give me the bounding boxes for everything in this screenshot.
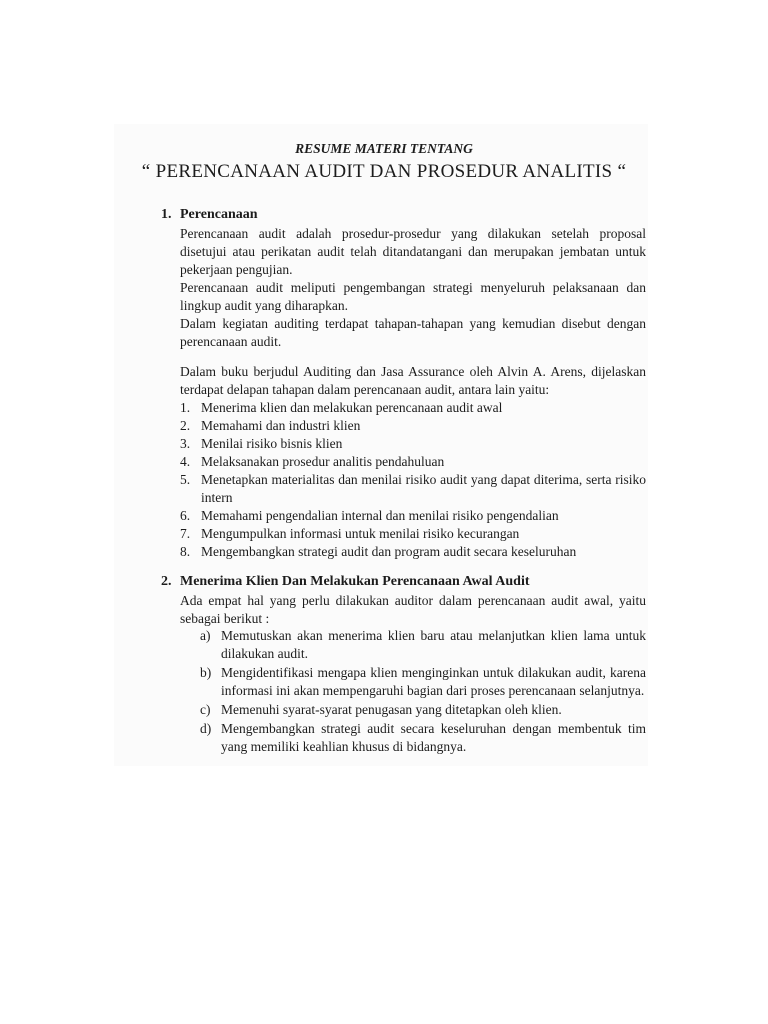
list-item: d) Mengembangkan strategi audit secara keseluruhan dengan membentuk tim yang memiliki keahlian khusus di bidangnya. [200,721,646,754]
list-item: 5. Menetapkan materialitas dan menilai risiko audit yang dapat diterima, serta risiko intern [180,472,646,505]
list-item: 6. Memahami pengendalian internal dan menilai risiko pengendalian [180,508,559,523]
list-item: 1. Menerima klien dan melakukan perencanaan audit awal [180,400,503,415]
document-title: “ PERENCANAAN AUDIT DAN PROSEDUR ANALITIS “ [141,161,627,182]
section-1-number: 1. [161,207,172,222]
list-item: 7. Mengumpulkan informasi untuk menilai risiko kecurangan [180,526,520,541]
section-2-intro: Ada empat hal yang perlu dilakukan auditor dalam perencanaan audit awal, yaitu sebagai berikut : [180,593,646,626]
list-item: 3. Menilai risiko bisnis klien [180,436,343,451]
list-item: 4. Melaksanakan prosedur analitis pendahuluan [180,454,445,469]
list-item: 2. Memahami dan industri klien [180,418,361,433]
section-1-paragraph-4: Dalam buku berjudul Auditing dan Jasa Assurance oleh Alvin A. Arens, dijelaskan terdapat delapan tahapan dalam perencanaan audit, antara lain yaitu: [180,364,646,397]
initial-planning-items-list [200,627,646,757]
list-item: a) Memutuskan akan menerima klien baru atau melanjutkan klien lama untuk dilakukan audit. [200,628,646,661]
section-1-title: Perencanaan [180,207,258,222]
list-item: 8. Mengembangkan strategi audit dan program audit secara keseluruhan [180,544,577,559]
document-subtitle: RESUME MATERI TENTANG [295,141,473,156]
list-item: b) Mengidentifikasi mengapa klien menginginkan untuk dilakukan audit, karena informasi ini akan mempengaruhi bagian dari proses perencanaan selanjutnya. [200,665,646,698]
section-2-title: Menerima Klien Dan Melakukan Perencanaan Awal Audit [180,574,530,589]
section-2-number: 2. [161,574,172,589]
list-item: c) Memenuhi syarat-syarat penugasan yang ditetapkan oleh klien. [200,702,562,717]
section-1-paragraph-2: Perencanaan audit meliputi pengembangan strategi menyeluruh pelaksanaan dan lingkup audit yang diharapkan. [180,280,646,313]
section-1-paragraph-3: Dalam kegiatan auditing terdapat tahapan-tahapan yang kemudian disebut dengan perencanaan audit. [180,316,646,349]
section-1-paragraph-1: Perencanaan audit adalah prosedur-prosedur yang dilakukan setelah proposal disetujui atau perikatan audit telah ditandatangani dan merupakan jembatan untuk pekerjaan pengujian. [180,226,646,277]
audit-planning-steps-list [180,399,646,561]
